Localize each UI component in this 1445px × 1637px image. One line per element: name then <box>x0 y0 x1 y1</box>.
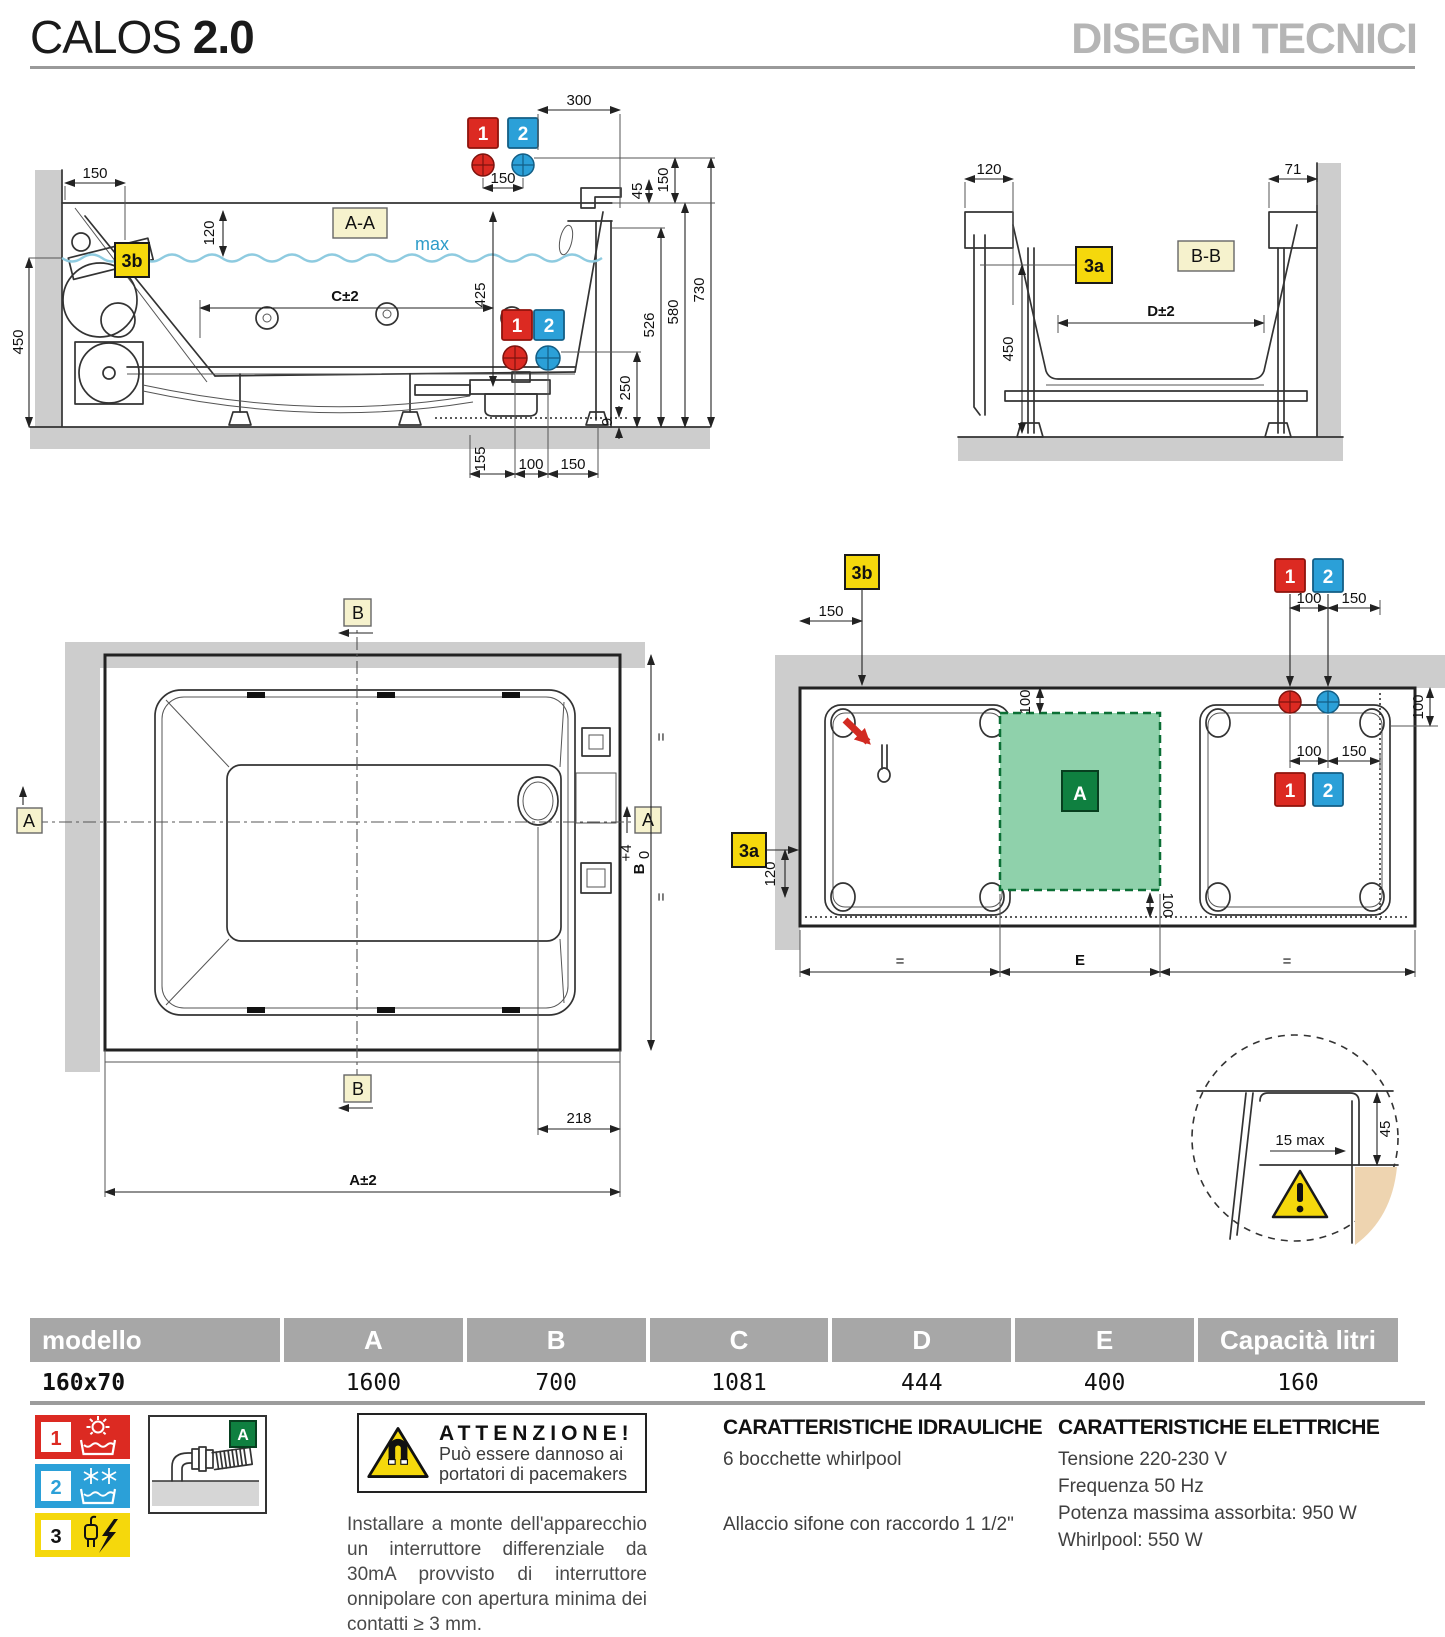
magnet-warning-icon <box>365 1423 431 1483</box>
dim-120: 120 <box>201 220 218 246</box>
dimension-labels <box>10 92 708 473</box>
badge-3a-label: 3a <box>1083 256 1105 276</box>
dim-450: 450 <box>10 329 27 355</box>
badge-3b-label: 3b <box>851 563 873 583</box>
dim-150-drain: 150 <box>560 456 586 473</box>
product-name: CALOS <box>30 11 181 63</box>
legend-1-number: 1 <box>50 1428 62 1450</box>
product-title <box>30 10 254 64</box>
tap-positions <box>1279 691 1339 713</box>
dim-150-taps: 150 <box>490 170 516 187</box>
hydraulic-item: 6 bocchette whirlpool <box>723 1448 902 1470</box>
dim-B-sup: +4 <box>618 844 635 862</box>
dim-100-top: 100 <box>1296 590 1322 607</box>
dim-100: 100 <box>518 456 544 473</box>
dim-45: 45 <box>629 182 646 200</box>
cross-section-drawing <box>950 145 1400 475</box>
dim-150-rim: 150 <box>655 167 672 193</box>
cell-d: 444 <box>901 1370 943 1396</box>
badge-area-a-label: A <box>1073 784 1087 805</box>
section-label-a-left: A <box>22 811 36 831</box>
tap-badges-drain <box>502 310 564 370</box>
dim-120: 120 <box>976 161 1002 178</box>
dim-218: 218 <box>566 1110 592 1127</box>
dim-120: 120 <box>762 861 779 887</box>
rim-profile <box>1197 1091 1398 1245</box>
electric-item: Whirlpool: 550 W <box>1058 1529 1203 1551</box>
tile-ledge <box>1355 1167 1397 1245</box>
siphon-connection-box <box>148 1415 267 1514</box>
hydraulic-title: CARATTERISTICHE IDRAULICHE <box>723 1416 1043 1439</box>
pacemaker-warning-box <box>357 1413 647 1493</box>
cell-b: 700 <box>535 1370 577 1396</box>
legend-electric <box>35 1513 130 1557</box>
dim-150-inner: 150 <box>1341 743 1367 760</box>
installation-plan-drawing <box>730 545 1445 995</box>
section-label-b-bottom: B <box>351 1079 365 1099</box>
legend-2-number: 2 <box>50 1477 62 1499</box>
badge-1-label: 1 <box>511 316 523 337</box>
badge-2-label: 2 <box>1322 567 1334 588</box>
dim-B-group <box>618 844 653 874</box>
side-section-drawing <box>10 90 725 510</box>
siphon-drain <box>415 372 550 416</box>
dim-100-bottom: 100 <box>1159 892 1176 918</box>
cell-a: 1600 <box>345 1370 402 1396</box>
warning-triangle-icon <box>1273 1171 1327 1217</box>
faucet-icon <box>581 188 621 208</box>
section-label-aa: A-A <box>344 213 376 233</box>
dim-100-right: 100 <box>1410 694 1427 720</box>
electric-item: Frequenza 50 Hz <box>1058 1475 1204 1497</box>
dim-580: 580 <box>665 299 682 325</box>
badge-2-label: 2 <box>543 316 555 337</box>
dim-300: 300 <box>566 92 592 109</box>
dim-B-sub: 0 <box>636 850 653 860</box>
dim-150-wall: 150 <box>818 603 844 620</box>
hydraulic-characteristics <box>723 1413 1043 1539</box>
section-divider <box>30 1401 1425 1405</box>
product-version: 2.0 <box>192 11 254 63</box>
dim-D: D±2 <box>1147 303 1175 320</box>
page-title: DISEGNI TECNICI <box>1071 15 1417 63</box>
badge-1-label: 1 <box>1284 567 1296 588</box>
warning-line1: Può essere dannoso ai <box>439 1443 624 1464</box>
cell-c: 1081 <box>711 1370 767 1396</box>
dim-eq-top: = <box>653 732 670 742</box>
probe-pointer <box>845 720 890 782</box>
badge-3b-label: 3b <box>121 251 143 271</box>
elbow-pipe-icon <box>172 1447 252 1481</box>
legend-icons <box>35 1415 130 1557</box>
col-header-d: D <box>832 1318 1011 1362</box>
cell-e: 400 <box>1083 1370 1126 1396</box>
dim-E: E <box>1074 952 1086 969</box>
dim-526: 526 <box>641 312 658 338</box>
dim-425: 425 <box>472 282 489 308</box>
col-header-b: B <box>467 1318 646 1362</box>
table-header-row <box>30 1318 1398 1362</box>
dimension-labels <box>349 732 670 1189</box>
frame-right <box>1200 705 1390 915</box>
warning-title: ATTENZIONE! <box>439 1421 634 1445</box>
page-header <box>30 8 1417 64</box>
dim-100-inner: 100 <box>1296 743 1322 760</box>
section-markers <box>17 599 661 1108</box>
frame-left <box>825 705 1010 915</box>
dim-45: 45 <box>1377 1120 1394 1138</box>
electric-item: Tensione 220-230 V <box>1058 1448 1228 1470</box>
badge-2-label: 2 <box>1322 781 1334 802</box>
dim-A: A±2 <box>349 1172 377 1189</box>
dim-730: 730 <box>691 277 708 303</box>
tap-badges-top <box>1275 559 1343 592</box>
dim-eq-right: = <box>1282 953 1292 970</box>
electric-title: CARATTERISTICHE ELETTRICHE <box>1058 1416 1380 1439</box>
electric-item: Potenza massima assorbita: 950 W <box>1058 1502 1357 1524</box>
dim-eq-left: = <box>895 953 905 970</box>
section-label-a-right: A <box>641 810 655 830</box>
dimension-labels <box>976 161 1301 362</box>
col-header-modello: modello <box>30 1318 280 1362</box>
tap-badges-top <box>468 118 538 176</box>
col-header-e: E <box>1015 1318 1194 1362</box>
drain-and-controls <box>518 728 616 893</box>
electric-characteristics <box>1058 1413 1438 1555</box>
dim-150-top: 150 <box>1341 590 1367 607</box>
dim-155: 155 <box>472 446 489 472</box>
install-note: Installare a monte dell'apparecchio un interruttore differenziale da 30mA provvisto di interruttore onnipolare con apertura minima dei contatti ≥ 3 mm. <box>347 1514 647 1636</box>
dim-eq-bottom: = <box>653 892 670 902</box>
dimension-table <box>30 1318 1398 1396</box>
badge-2-label: 2 <box>517 124 529 145</box>
whirlpool-jets <box>247 692 520 1013</box>
warning-line2: portatori di pacemakers <box>439 1463 628 1484</box>
badge-1-label: 1 <box>477 124 489 145</box>
legend-3-number: 3 <box>50 1526 62 1548</box>
dim-150-wall: 150 <box>82 165 108 182</box>
max-water-label: max <box>415 234 450 254</box>
dim-100-green: 100 <box>1017 689 1034 715</box>
top-view-drawing <box>15 595 695 1205</box>
dim-250: 250 <box>617 375 634 401</box>
header-rule <box>30 66 1415 69</box>
dim-15max: 15 max <box>1275 1132 1325 1149</box>
warning-texts <box>439 1422 634 1485</box>
hydraulic-item: Allaccio sifone con raccordo 1 1/2" <box>723 1513 1014 1535</box>
dim-B: B <box>631 863 648 875</box>
cell-modello: 160x70 <box>42 1370 126 1396</box>
col-header-c: C <box>650 1318 829 1362</box>
section-label-bb: B-B <box>1190 246 1222 266</box>
dim-9: 9 <box>599 417 616 427</box>
dim-450: 450 <box>1000 336 1017 362</box>
badge-3a-label: 3a <box>738 841 760 861</box>
col-header-a: A <box>284 1318 463 1362</box>
cell-capacita: 160 <box>1277 1370 1319 1396</box>
tap-badges-inner <box>1275 773 1343 806</box>
badge-1-label: 1 <box>1284 781 1296 802</box>
dim-71: 71 <box>1284 161 1302 178</box>
section-lines <box>35 613 660 1100</box>
col-header-capacita: Capacità litri <box>1198 1318 1398 1362</box>
section-label-b-top: B <box>351 603 365 623</box>
table-row <box>30 1370 1398 1396</box>
badge-area-a-label: A <box>237 1427 249 1444</box>
siphon-connection-icon <box>150 1417 261 1508</box>
legend-hot-water <box>35 1415 130 1459</box>
tub-outline <box>105 655 620 1062</box>
rim-detail-drawing <box>1140 1005 1440 1265</box>
legend-cold-water <box>35 1464 130 1508</box>
dim-C: C±2 <box>331 288 359 305</box>
